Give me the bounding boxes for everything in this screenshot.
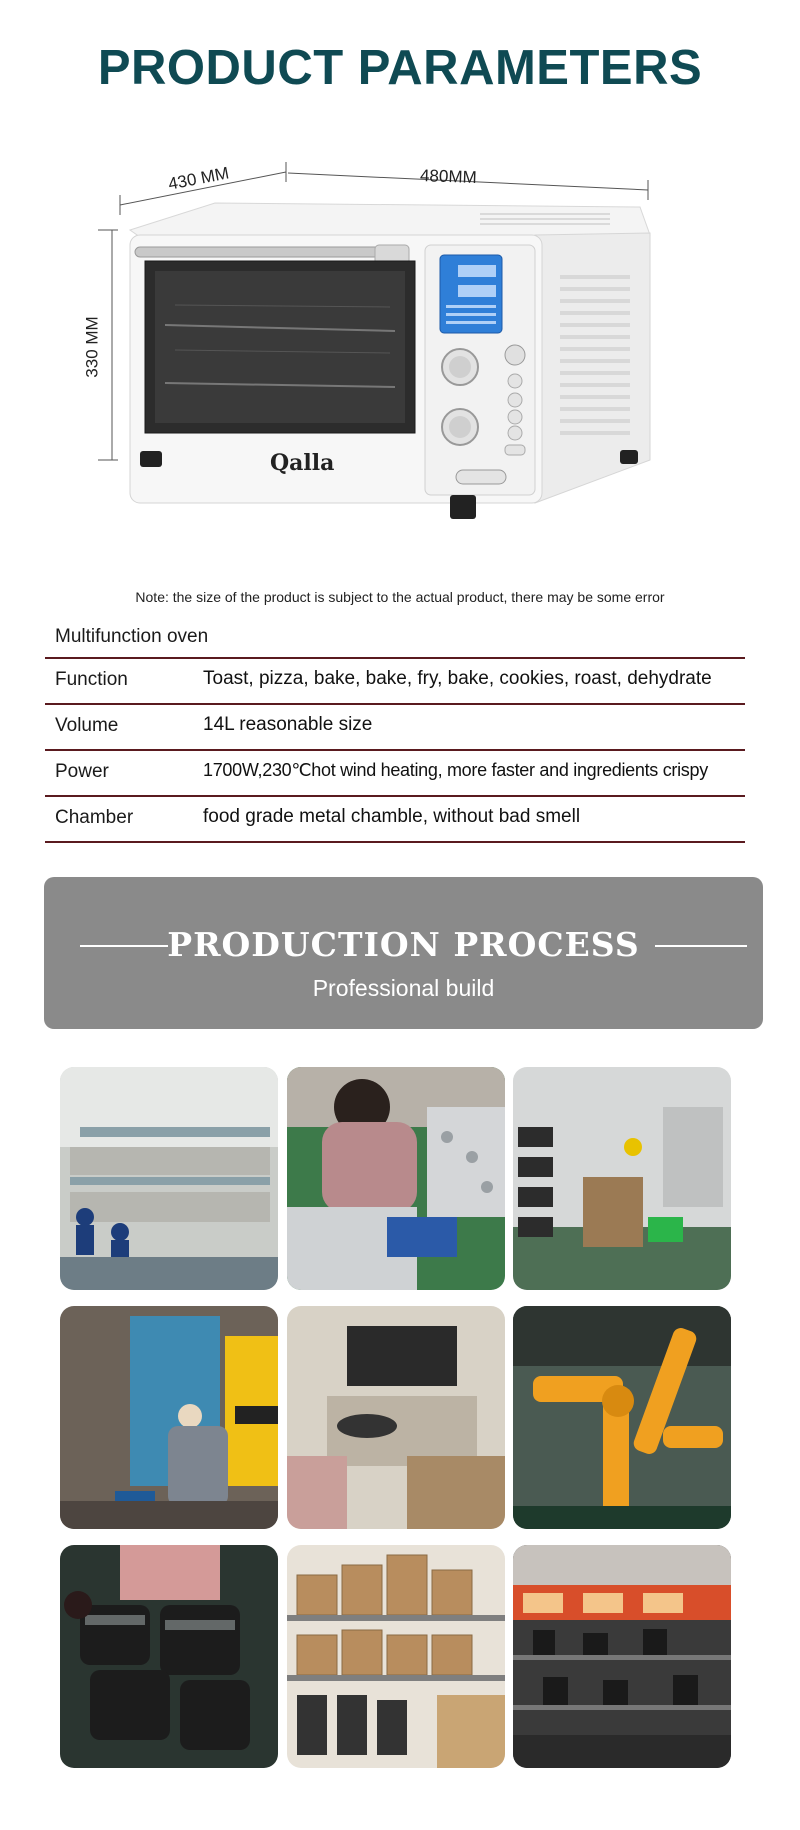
spec-value: food grade metal chamble, without bad smell <box>203 806 581 827</box>
spec-row-function <box>45 659 745 705</box>
spec-value: 1700W,230℃hot wind heating, more faster and ingredients crispy <box>203 760 708 780</box>
page-title: PRODUCT PARAMETERS <box>97 41 703 95</box>
photo-workers-packaging <box>60 1545 278 1768</box>
spec-row-power <box>45 751 745 797</box>
spec-label: Function <box>55 669 128 690</box>
photo-factory-assembly-line <box>60 1067 278 1290</box>
depth-dimension: 430 MM <box>166 163 231 194</box>
spec-label: Volume <box>55 715 119 736</box>
height-dimension: 330 MM <box>82 316 102 378</box>
size-note: Note: the size of the product is subject to the actual product, there may be some error <box>135 589 665 605</box>
photo-worker-assembling <box>287 1306 505 1529</box>
photo-product-showroom <box>513 1545 731 1768</box>
photo-warehouse-shelves <box>513 1067 731 1290</box>
spec-label: Power <box>55 761 109 782</box>
width-dimension: 480MM <box>419 166 478 187</box>
oven-image <box>120 195 660 550</box>
brand-logo: Qalla <box>270 450 335 476</box>
spec-heading: Multifunction oven <box>55 626 209 647</box>
process-title: PRODUCTION PROCESS <box>167 925 640 964</box>
spec-value: 14L reasonable size <box>203 714 373 735</box>
photo-press-machines <box>60 1306 278 1529</box>
spec-value: Toast, pizza, bake, bake, fry, bake, cookies, roast, dehydrate <box>203 668 712 689</box>
process-subtitle: Professional build <box>312 975 495 1001</box>
production-process-banner <box>44 877 763 1029</box>
photo-carton-storage <box>287 1545 505 1768</box>
photo-worker-sorting-parts <box>287 1067 505 1290</box>
spec-row-volume <box>45 705 745 751</box>
spec-label: Chamber <box>55 807 134 828</box>
spec-row-chamber <box>45 797 745 843</box>
photo-robotic-arms <box>513 1306 731 1529</box>
